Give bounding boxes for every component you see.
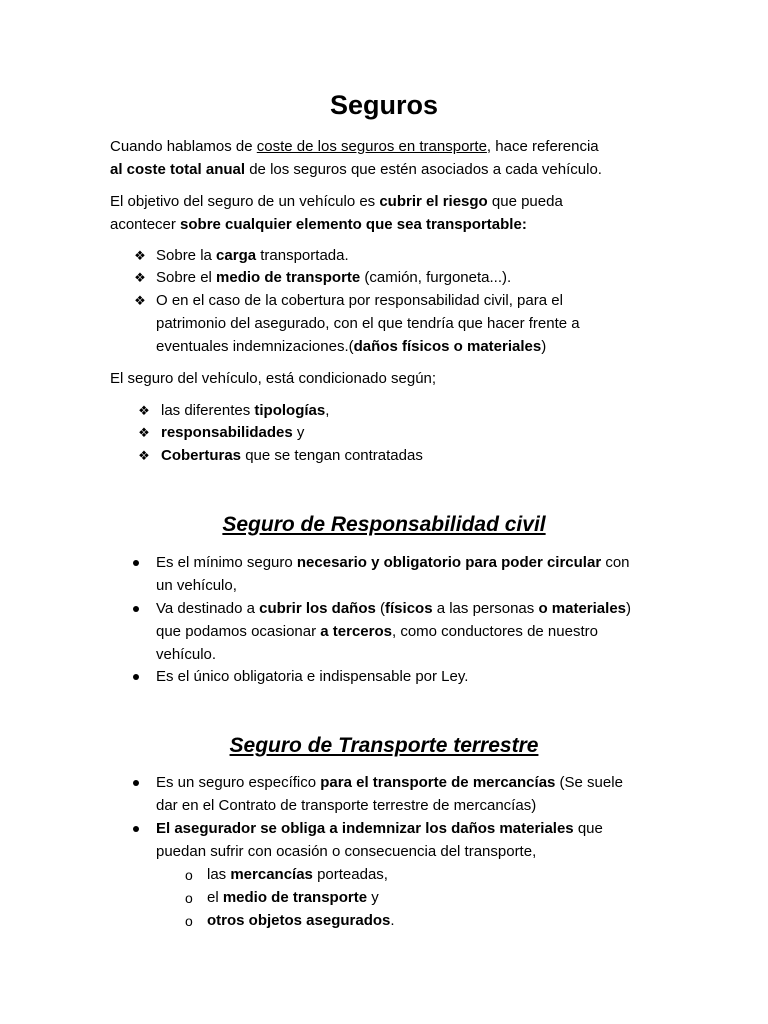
text-span: eventuales indemnizaciones.(: [156, 338, 354, 355]
diamond-bullet-icon: ❖: [138, 448, 150, 463]
tt-bullet-2-line-2: puedan sufrir con ocasión o consecuencia del transporte,: [156, 843, 537, 860]
bold-term: para el transporte de mercancías: [320, 774, 556, 791]
bullet-dot-icon: [133, 826, 139, 832]
bold-term: tipologías: [254, 402, 326, 419]
text-span: y: [367, 889, 379, 906]
bold-term: o materiales: [538, 600, 626, 617]
text-span: porteadas,: [312, 866, 388, 883]
list-item-responsabilidad-line-1: O en el caso de la cobertura por responsabilidad civil, para el: [156, 292, 563, 309]
text-span: las: [207, 866, 231, 883]
text-span: El objetivo del seguro de un vehículo es: [110, 193, 380, 210]
diamond-bullet-icon: ❖: [138, 403, 150, 418]
text-span: (camión, furgoneta...).: [360, 269, 512, 286]
text-span: y: [292, 424, 305, 441]
intro-paragraph-3: El seguro del vehículo, está condicionado según;: [110, 370, 437, 387]
text-span: Cuando hablamos de: [110, 138, 257, 155]
rc-bullet-2-line-3: vehículo.: [156, 646, 217, 663]
bold-term: a terceros: [320, 623, 392, 640]
text-span: las diferentes: [161, 402, 255, 419]
circle-bullet-icon: o: [185, 913, 193, 929]
bold-term: sobre cualquier elemento que sea transportable:: [180, 216, 527, 233]
rc-bullet-3: Es el único obligatoria e indispensable por Ley.: [156, 668, 469, 685]
intro-paragraph-1-line-2: [110, 160, 602, 180]
bold-term: Coberturas: [161, 447, 242, 464]
list-item-carga: [156, 246, 349, 266]
bold-term: responsabilidades: [161, 424, 293, 441]
bold-term: medio de transporte: [216, 269, 361, 286]
text-span: ): [626, 600, 631, 617]
text-span: que se tengan contratadas: [241, 447, 423, 464]
text-span: de los seguros que estén asociados a cada vehículo.: [245, 161, 602, 178]
tt-bullet-1-line-2: dar en el Contrato de transporte terrestre de mercancías): [156, 797, 537, 814]
section-heading-responsabilidad-civil: Seguro de Responsabilidad civil: [222, 513, 546, 536]
text-span: el: [207, 889, 223, 906]
rc-bullet-2-line-1: [156, 599, 631, 619]
text-span: Sobre la: [156, 247, 217, 264]
underlined-term: coste de los seguros en transporte: [256, 138, 487, 155]
intro-paragraph-2-line-2: [110, 215, 527, 235]
tt-subitem-mercancias: [207, 865, 388, 885]
bold-term: mercancías: [230, 866, 313, 883]
text-span: .: [390, 912, 395, 929]
text-span: que pueda: [487, 193, 563, 210]
bold-term: cubrir el riesgo: [379, 193, 488, 210]
text-span: que podamos ocasionar: [156, 623, 321, 640]
bold-term: al coste total anual: [110, 161, 246, 178]
intro-paragraph-1-line-1: [110, 137, 599, 157]
text-span: con: [601, 554, 630, 571]
diamond-bullet-icon: ❖: [138, 425, 150, 440]
text-span: Sobre el: [156, 269, 217, 286]
intro-paragraph-2-line-1: [110, 192, 563, 212]
bullet-dot-icon: [133, 606, 139, 612]
list-item-coberturas: [161, 446, 423, 466]
text-span: que: [573, 820, 603, 837]
tt-subitem-otros: [207, 911, 395, 931]
list-item-tipologias: [161, 401, 329, 421]
list-item-responsabilidad-line-3: [156, 337, 546, 357]
tt-subitem-medio: [207, 888, 379, 908]
text-span: Es un seguro específico: [156, 774, 321, 791]
text-span: acontecer: [110, 216, 181, 233]
text-span: ): [541, 338, 547, 355]
list-item-responsabilidad-line-2: patrimonio del asegurado, con el que tendría que hacer frente a: [156, 315, 580, 332]
text-span: Va destinado a: [156, 600, 260, 617]
bold-term: carga: [216, 247, 257, 264]
diamond-bullet-icon: ❖: [134, 248, 146, 263]
bold-term: El asegurador se obliga a indemnizar los daños materiales: [156, 820, 574, 837]
text-span: , hace referencia: [486, 138, 599, 155]
bold-term: otros objetos asegurados: [207, 912, 391, 929]
text-span: transportada.: [256, 247, 349, 264]
diamond-bullet-icon: ❖: [134, 293, 146, 308]
circle-bullet-icon: o: [185, 890, 193, 906]
text-span: a las personas: [432, 600, 539, 617]
page-title: Seguros: [329, 90, 439, 120]
rc-bullet-2-line-2: [156, 622, 598, 642]
bold-term: físicos: [385, 600, 433, 617]
bold-term: daños físicos o materiales: [353, 338, 542, 355]
tt-bullet-2-line-1: [156, 819, 603, 839]
list-item-medio: [156, 268, 511, 288]
diamond-bullet-icon: ❖: [134, 270, 146, 285]
text-span: (: [375, 600, 386, 617]
text-span: , como conductores de nuestro: [392, 623, 598, 640]
bullet-dot-icon: [133, 780, 139, 786]
tt-bullet-1-line-1: [156, 773, 623, 793]
bold-term: necesario y obligatorio para poder circular: [296, 554, 602, 571]
list-item-responsabilidades: [161, 423, 304, 443]
bold-term: medio de transporte: [222, 889, 368, 906]
bullet-dot-icon: [133, 674, 139, 680]
rc-bullet-1-line-2: un vehículo,: [156, 577, 237, 594]
text-span: Es el mínimo seguro: [156, 554, 297, 571]
text-span: ,: [325, 402, 330, 419]
bold-term: cubrir los daños: [259, 600, 376, 617]
rc-bullet-1-line-1: [156, 553, 630, 573]
section-heading-transporte-terrestre: Seguro de Transporte terrestre: [229, 734, 539, 757]
bullet-dot-icon: [133, 560, 139, 566]
circle-bullet-icon: o: [185, 867, 193, 883]
text-span: (Se suele: [555, 774, 623, 791]
